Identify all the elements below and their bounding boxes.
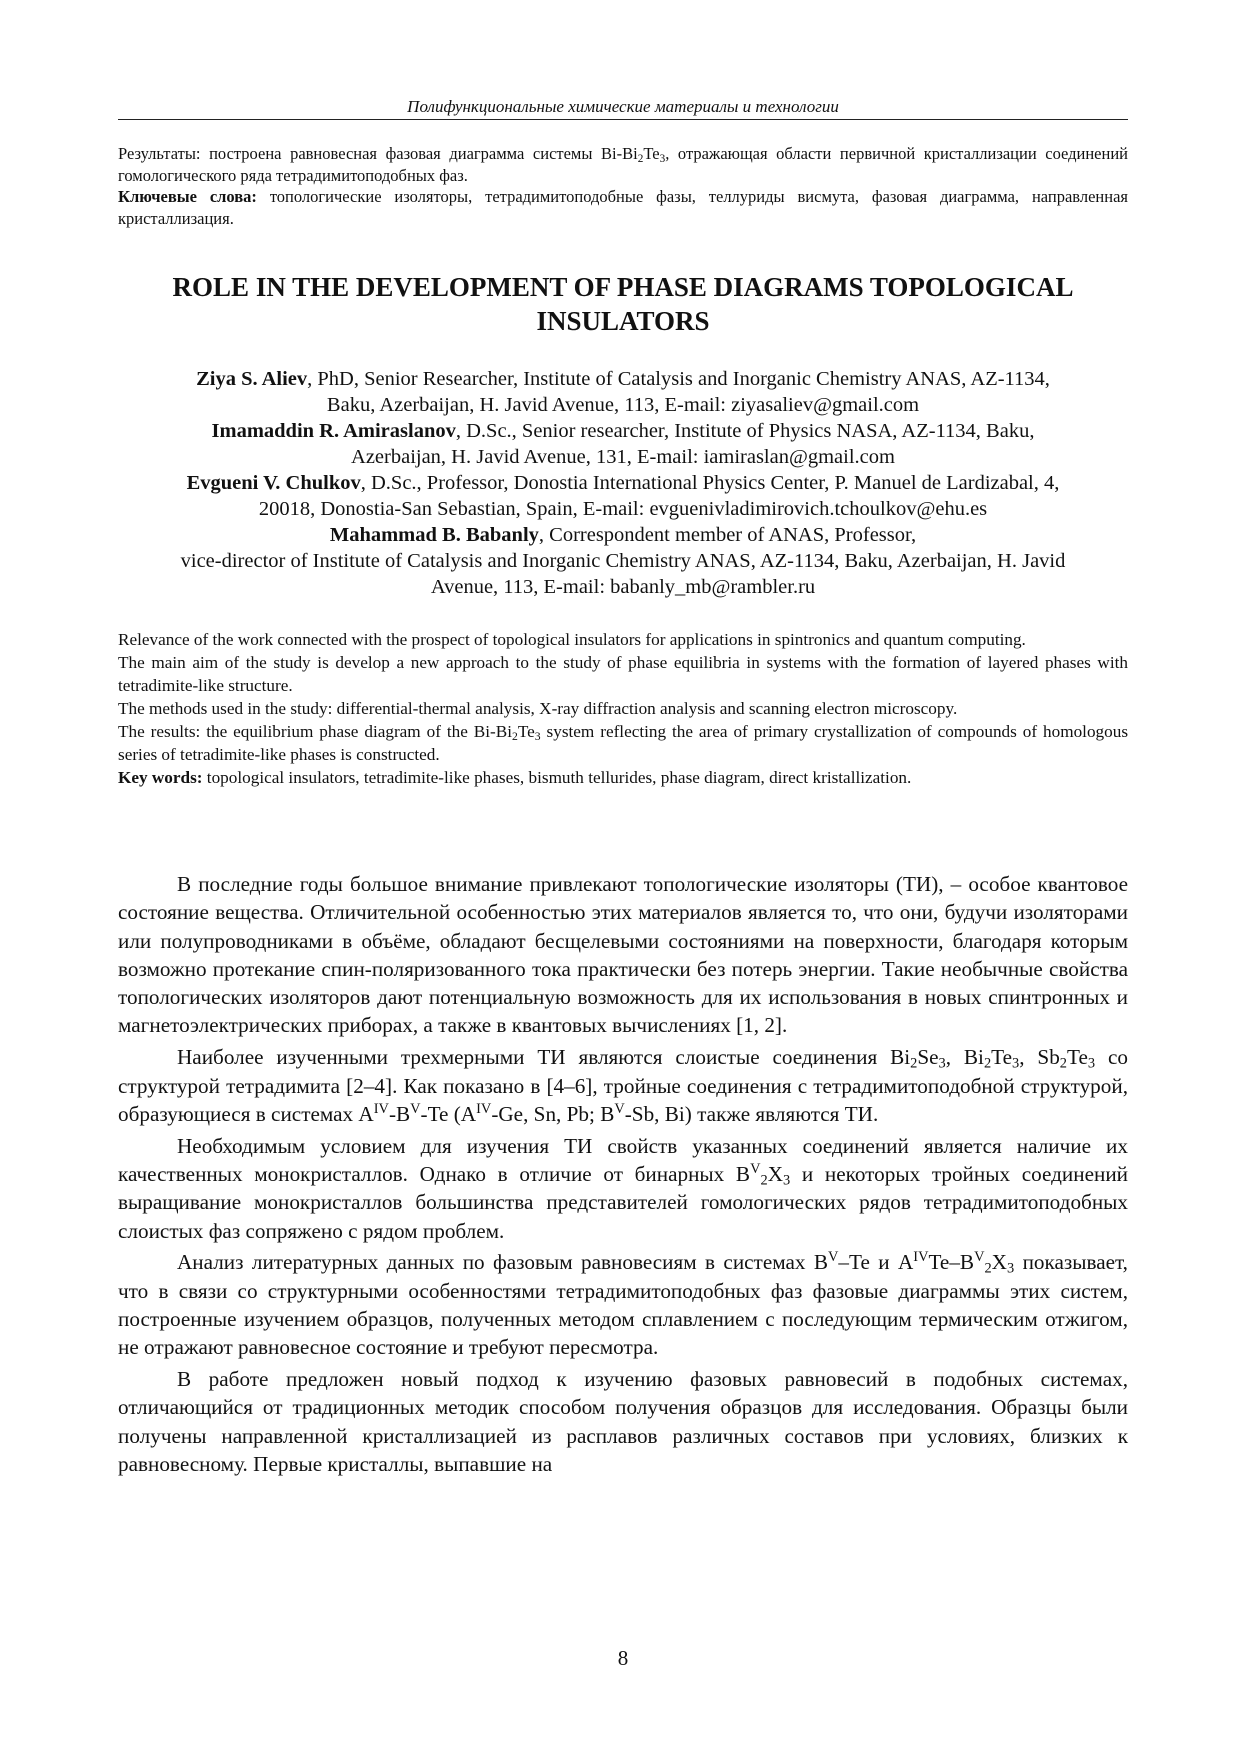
abstract-ru-results: Результаты: построена равновесная фазовая диаграмма системы $Bi-Bi_2Te_3$, отражающая области первичной кристаллизации соединений гомологического ряда тетрадимитоподобных фаз. (118, 144, 1128, 185)
author-name: Evgueni V. Chulkov (186, 472, 361, 494)
abstract-en-results: The results: the equilibrium phase diagram of the $Bi-Bi_2Te_3$ system reflecting the area of primary crystallization of compounds of homologous series of tetradimite-like phases is constructed. (118, 722, 1129, 764)
abstract-ru-keywords: Ключевые слова: топологические изоляторы, тетрадимитоподобные фазы, теллуриды висмута, фазовая диаграмма, направленная кристаллизация. (118, 187, 1128, 228)
page-number: 8 (617, 1646, 629, 1670)
author-name: Ziya S. Aliev (196, 368, 308, 390)
body-paragraph: Наиболее изученными трехмерными ТИ являются слоистые соединения $Bi_2Se_3$, $Bi_2Te_3$, $Sb_2Te_3$ со структурой тетрадимита [2–4]. Как показано в [4–6], тройные соединения с тетрадимитоподобной структурой, образующиеся в системах $A^{IV}-B^V-Te$ ($A^{IV}-Ge$, Sn, Pb; $B^V-Sb$, Bi) также являются ТИ. (118, 1045, 1128, 1126)
abstract-en-aim: The main aim of the study is develop a new approach to the study of phase equilibria in systems with the formation of layered phases with tetradimite-like structure. (118, 653, 1128, 695)
author-name: Mahammad B. Babanly (329, 524, 539, 546)
body-paragraph: Необходимым условием для изучения ТИ свойств указанных соединений является наличие их качественных монокристаллов. Однако в отличие от бинарных $B^V_2X_3$ и некоторых тройных соединений выращивание монокристаллов большинства представителей гомологических рядов тетрадимитоподобных слоистых фаз сопряжено с рядом проблем. (118, 1133, 1128, 1243)
author-affiliation: Imamaddin R. Amiraslanov, D.Sc., Senior researcher, Institute of Physics NASA, AZ-1134, Baku, Azerbaijan, H. Javid Avenue, 131, E-mail: iamiraslan@gmail.com (211, 420, 1035, 468)
header-rule (118, 119, 1128, 120)
abstract-en-methods: The methods used in the study: differential-thermal analysis, X-ray diffraction analysis and scanning electron microscopy. (118, 699, 958, 718)
body-text (118, 870, 1128, 1482)
author-affiliation: Evgueni V. Chulkov, D.Sc., Professor, Donostia International Physics Center, P. Manuel de Lardizabal, 4, 20018, Donostia-San Sebastian, Spain, E-mail: evguenivladimirovich.tchoulkov@ehu.es (186, 472, 1060, 520)
abstract-ru (118, 143, 1128, 229)
body-paragraph: В работе предложен новый подход к изучению фазовых равновесий в подобных системах, отличающийся от традиционных методик способом получения образцов для исследования. Образцы были получены направленной кристаллизацией из расплавов различных составов при условиях, близких к равновесному. Первые кристаллы, выпавшие на (118, 1367, 1128, 1476)
author-affiliation: Ziya S. Aliev, PhD, Senior Researcher, Institute of Catalysis and Inorganic Chemistry ANAS, AZ-1134, Baku, Azerbaijan, H. Javid Avenue, 113, E-mail: ziyasaliev@gmail.com (196, 368, 1050, 416)
author-affiliation: Mahammad B. Babanly, Correspondent member of ANAS, Professor, vice-director of Institute of Catalysis and Inorganic Chemistry ANAS, AZ-1134, Baku, Azerbaijan, H. Javid Avenue, 113, E-mail: babanly_mb@rambler.ru (180, 524, 1066, 598)
author-name: Imamaddin R. Amiraslanov (211, 420, 456, 442)
paper-title: ROLE IN THE DEVELOPMENT OF PHASE DIAGRAMS TOPOLOGICAL INSULATORS (172, 272, 1074, 336)
abstract-en (118, 628, 1128, 789)
authors-block (118, 366, 1128, 600)
abstract-en-keywords: Key words: topological insulators, tetradimite-like phases, bismuth tellurides, phase diagram, direct kristallization. (118, 768, 912, 787)
abstract-en-relevance: Relevance of the work connected with the prospect of topological insulators for applications in spintronics and quantum computing. (118, 630, 1026, 649)
body-paragraph: В последние годы большое внимание привлекают топологические изоляторы (ТИ), – особое квантовое состояние вещества. Отличительной особенностью этих материалов является то, что они, будучи изоляторами или полупроводниками в объёме, обладают бесщелевыми состояниями на поверхности, благодаря которым возможно протекание спин-поляризованного тока практически без потерь энергии. Такие необычные свойства топологических изоляторов дают потенциальную возможность для их использования в новых спинтронных и магнетоэлектрических приборах, а также в квантовых вычислениях [1, 2]. (118, 872, 1128, 1038)
running-head: Полифункциональные химические материалы и технологии (407, 97, 839, 116)
body-paragraph: Анализ литературных данных по фазовым равновесиям в системах $B^V-Te$ и $A^{IV}Te-B^V_2X_3$ показывает, что в связи со структурными особенностями тетрадимитоподобных фаз фазовые диаграммы этих систем, построенные изучением образцов, полученных методом сплавлением с последующим термическим отжигом, не отражают равновесное состояние и требуют пересмотра. (118, 1249, 1128, 1360)
